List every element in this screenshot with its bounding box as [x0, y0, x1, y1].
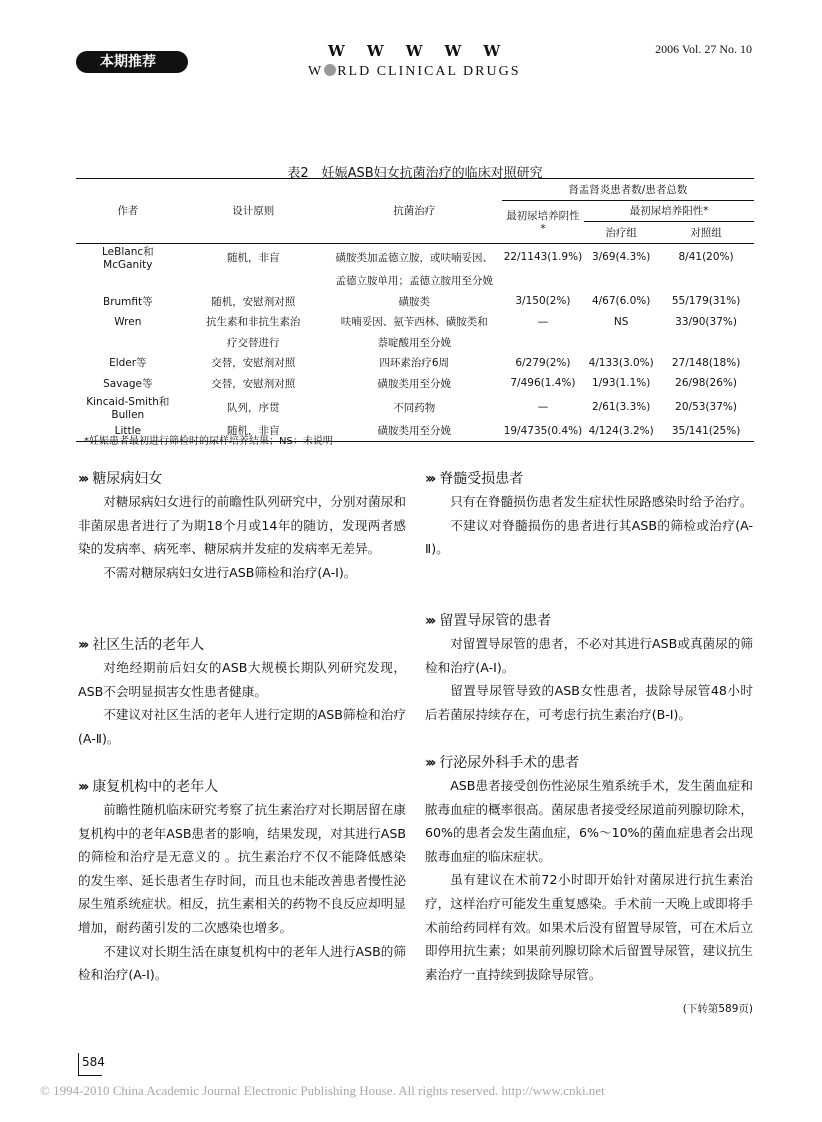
cell-control: 26/98(26%) — [675, 377, 737, 390]
header-treatment: 抗菌治疗 — [327, 179, 502, 244]
recommend-badge: 本期推荐 — [76, 51, 188, 73]
cell-treatment: 四环素治疗6周 — [379, 357, 450, 370]
cell-treatment: 不同药物 — [393, 401, 436, 414]
chevron-icon: ››› — [425, 613, 434, 629]
cell-control: 20/53(37%) — [675, 401, 737, 413]
table-row — [76, 332, 754, 353]
cell-treated — [584, 271, 658, 292]
cell-control — [658, 271, 754, 292]
cell-design: 随机，非盲 — [226, 251, 280, 264]
paragraph: 不建议对脊髓损伤的患者进行其ASB的筛检或治疗(A-Ⅱ)。 — [425, 517, 753, 557]
cell-treated — [584, 332, 658, 353]
cell-neg: — — [537, 401, 549, 413]
cell-design: 随机，安慰剂对照 — [211, 295, 296, 308]
paragraph: 虽有建议在术前72小时即开始针对菌尿进行抗生素治疗，这样治疗可能发生重复感染。手术前一天晚上或即将手术前给药同样有效。如果术后没有留置导尿管，可在术后立即停用抗生素；如果前列腺切除术后留置导尿管，建议抗生素治疗一直持续到拔除导尿管。 — [425, 872, 753, 982]
cell-author: Kincaid-Smith和 Bullen — [86, 395, 170, 421]
paragraph: 对绝经期前后妇女的ASB大规模长期队列研究发现，ASB不会明显损害女性患者健康。 — [78, 660, 406, 699]
header-neg: 最初尿培养阴性* — [506, 210, 580, 235]
section-title: 脊髓受损患者 — [439, 471, 524, 487]
table-row — [76, 394, 754, 421]
section-urologic-surgery — [425, 752, 753, 986]
journal-name-rest: RLD CLINICAL DRUGS — [337, 64, 521, 79]
cell-control — [658, 332, 754, 353]
left-column — [78, 466, 406, 1026]
section-title: 糖尿病妇女 — [92, 471, 163, 487]
paragraph: 不建议对社区生活的老年人进行定期的ASB筛检和治疗(A-Ⅱ)。 — [78, 707, 406, 746]
section-title: 行泌尿外科手术的患者 — [439, 755, 580, 771]
cell-author: Little — [76, 421, 180, 442]
right-column — [425, 466, 753, 1026]
cell-neg: 19/4735(0.4%) — [502, 421, 585, 442]
cell-author: Savage等 — [103, 377, 153, 390]
cell-control: 55/179(31%) — [671, 295, 741, 308]
cell-control: 35/141(25%) — [658, 421, 754, 442]
cell-neg — [502, 332, 585, 353]
journal-name — [308, 64, 520, 80]
section-title: 社区生活的老年人 — [92, 637, 205, 653]
globe-icon — [324, 64, 336, 76]
cell-design: 队列，序贯 — [226, 401, 280, 414]
cell-treatment: 萘啶酸用至分娩 — [377, 336, 451, 349]
issue-info: 2006 Vol. 27 No. 10 — [655, 42, 752, 56]
cell-author: Elder等 — [109, 357, 147, 370]
paragraph: 前瞻性随机临床研究考察了抗生素治疗对长期居留在康复机构中的老年ASB患者的影响，结果发现，对其进行ASB的筛检和治疗是无意义的 。抗生素治疗不仅不能降低感染的发生率、延长患者生存时间，而且也未能改善患者慢性泌尿生殖系统症状。相反，抗生素相关的药物不良反应却明显增加，耐药菌引发的二次感染也增多。 — [78, 802, 406, 935]
section-heading — [78, 634, 406, 656]
cell-design: 疗交替进行 — [226, 336, 280, 349]
table-footnote: *妊娠患者最初进行筛检时的尿样培养结果；NS：未说明 — [84, 436, 333, 447]
table-body — [76, 243, 754, 442]
chevron-icon: ››› — [425, 471, 434, 487]
cell-treatment: 磺胺类 — [398, 295, 430, 308]
section-heading — [425, 468, 753, 490]
section-spinal-injury — [425, 468, 753, 561]
cell-author: Brumfit等 — [103, 295, 153, 308]
continued-note: (下转第589页) — [682, 1003, 753, 1015]
page-number-rule — [78, 1075, 102, 1076]
header-control: 对照组 — [658, 222, 754, 244]
table-caption: 表2 妊娠ASB妇女抗菌治疗的临床对照研究 — [287, 166, 543, 181]
paragraph: 留置导尿管导致的ASB女性患者，拔除导尿管48小时后若菌尿持续存在，可考虑行抗生素治疗(B-Ⅰ)。 — [425, 683, 753, 722]
page-number: 584 — [78, 1053, 105, 1075]
cell-treated: 2/61(3.3%) — [591, 401, 651, 413]
journal-name-start: W — [308, 64, 324, 79]
cell-design: 交替，安慰剂对照 — [211, 357, 296, 370]
study-table — [76, 178, 754, 442]
section-community-elderly — [78, 634, 406, 750]
cell-neg: 7/496(1.4%) — [510, 377, 576, 390]
cell-author — [76, 332, 180, 353]
cell-treated: 3/69(4.3%) — [591, 251, 651, 263]
journal-www-mark: WWWWW — [328, 42, 523, 60]
chevron-icon: ››› — [78, 471, 87, 487]
section-heading — [425, 610, 753, 632]
header-pos: 最初尿培养阳性* — [584, 200, 754, 222]
cell-neg: 22/1143(1.9%) — [503, 251, 583, 263]
paragraph: 不需对糖尿病妇女进行ASB筛检和治疗(A-Ⅰ)。 — [103, 564, 357, 580]
section-title: 康复机构中的老年人 — [92, 779, 219, 795]
header-design: 设计原则 — [180, 179, 327, 244]
paragraph: 对留置导尿管的患者，不必对其进行ASB或真菌尿的筛检和治疗(A-Ⅰ)。 — [425, 636, 753, 675]
table-row — [76, 312, 754, 333]
section-heading — [78, 776, 406, 798]
section-diabetes — [78, 468, 406, 584]
cell-author — [76, 271, 180, 292]
cell-treatment: 磺胺类用至分娩 — [327, 421, 502, 442]
section-heading — [425, 752, 753, 774]
cell-control: 27/148(18%) — [671, 356, 741, 369]
paragraph: ASB患者接受创伤性泌尿生殖系统手术，发生菌血症和脓毒血症的概率很高。菌尿患者接受经尿道前列腺切除术，60%的患者会发生菌血症，6%～10%的菌血症患者会出现脓毒血症的临床症状。 — [425, 778, 753, 864]
cell-author: Wren — [114, 315, 142, 328]
cell-design: 交替，安慰剂对照 — [211, 377, 296, 390]
paragraph: 不建议对长期生活在康复机构中的老年人进行ASB的筛检和治疗(A-Ⅰ)。 — [78, 943, 406, 983]
copyright-notice: © 1994-2010 China Academic Journal Electronic Publishing House. All rights reserved. http://www.cnki.net — [40, 1083, 605, 1098]
cell-treatment: 磺胺类加孟德立胺，或呋喃妥因、 — [335, 251, 493, 264]
cell-neg: 3/150(2%) — [515, 295, 571, 308]
table-row — [76, 353, 754, 374]
cell-neg — [502, 271, 585, 292]
cell-treatment: 磺胺类用至分娩 — [377, 377, 451, 390]
table-row — [76, 243, 754, 271]
cell-treated: 4/133(3.0%) — [588, 356, 654, 369]
header-treated: 治疗组 — [584, 222, 658, 244]
cell-control: 8/41(20%) — [678, 251, 734, 263]
cell-design — [180, 271, 327, 292]
section-catheter — [425, 610, 753, 726]
chevron-icon: ››› — [425, 755, 434, 771]
cell-neg: — — [537, 315, 549, 328]
paragraph: 只有在脊髓损伤患者发生症状性尿路感染时给予治疗。 — [450, 494, 753, 509]
chevron-icon: ››› — [78, 637, 87, 653]
cell-design: 随机，非盲 — [180, 421, 327, 442]
table-row — [76, 373, 754, 394]
table-header-row — [76, 179, 754, 201]
cell-treatment: 呋喃妥因、氨苄西林、磺胺类和 — [340, 316, 488, 329]
cell-treated: 4/67(6.0%) — [591, 295, 651, 308]
cell-author: LeBlanc和 McGanity — [102, 245, 154, 271]
cell-treated: NS — [613, 315, 629, 328]
section-title: 留置导尿管的患者 — [439, 613, 552, 629]
section-institution-elderly — [78, 776, 406, 987]
table-row — [76, 271, 754, 292]
cell-control: 33/90(37%) — [675, 315, 737, 328]
cell-treated: 4/124(3.2%) — [584, 421, 658, 442]
table-row — [76, 291, 754, 312]
section-heading — [78, 468, 406, 490]
paragraph: 对糖尿病妇女进行的前瞻性队列研究中，分别对菌尿和非菌尿患者进行了为期18个月或14年的随访，发现两者感染的发病率、病死率、糖尿病并发症的发病率无差异。 — [78, 494, 406, 557]
cell-treatment: 孟德立胺单用；孟德立胺用至分娩 — [335, 275, 493, 288]
header-group: 肾盂肾炎患者数/患者总数 — [502, 179, 754, 201]
header-author: 作者 — [76, 179, 180, 244]
chevron-icon: ››› — [78, 779, 87, 795]
cell-design: 抗生素和非抗生素治 — [205, 316, 301, 329]
cell-treated: 1/93(1.1%) — [591, 377, 651, 390]
cell-neg: 6/279(2%) — [515, 356, 571, 369]
